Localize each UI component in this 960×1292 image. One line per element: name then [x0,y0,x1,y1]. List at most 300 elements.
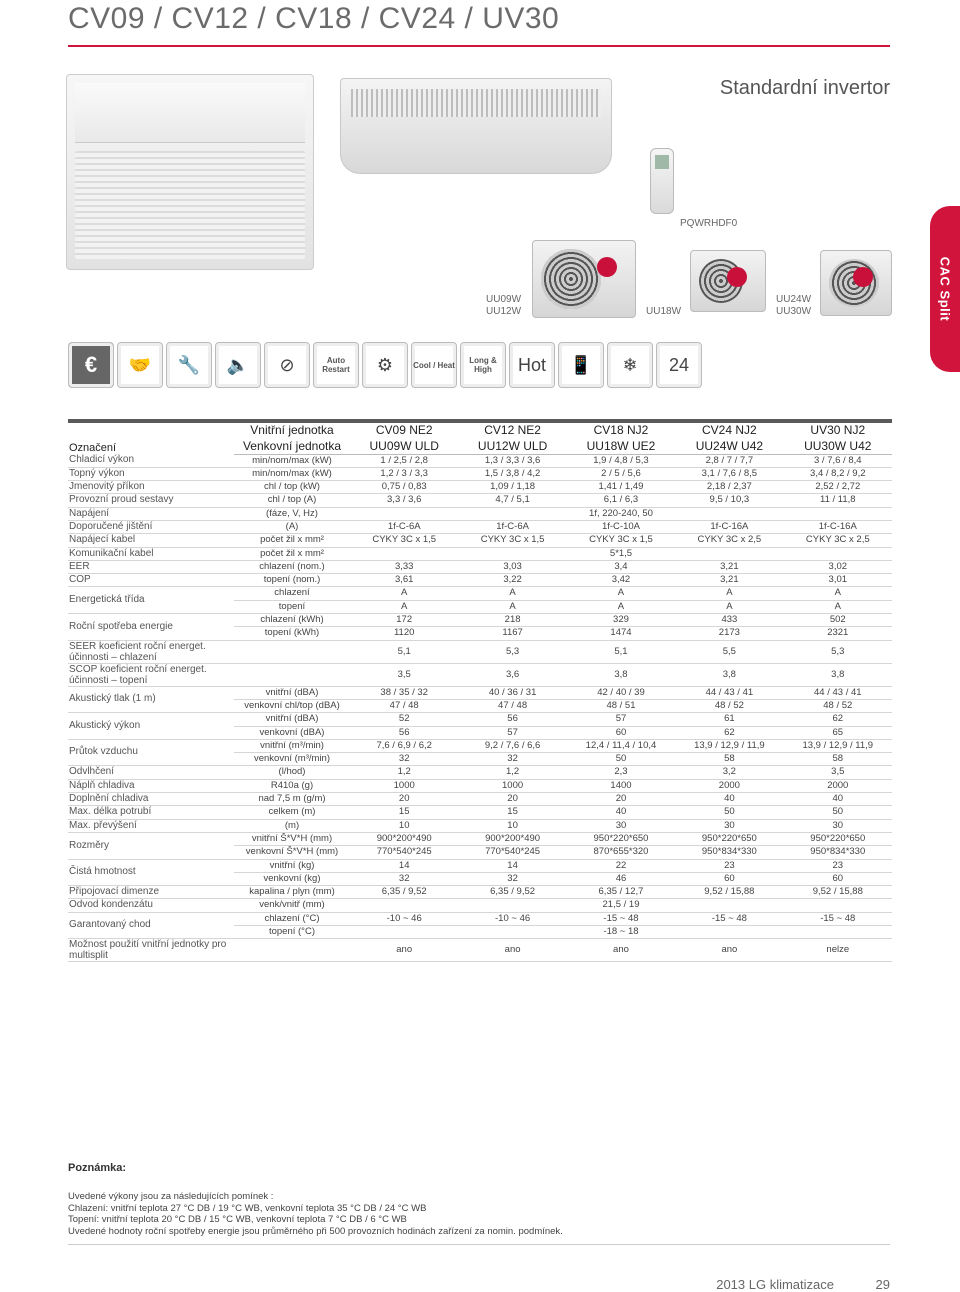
row-unit: venkovní chl/top (dBA) [234,699,350,712]
row-unit: chl / top (kW) [234,481,350,494]
outdoor-unit-medium-image [690,250,766,312]
row-value: 3,2 [675,766,783,779]
table-row [68,507,892,520]
row-value: 47 / 48 [350,699,458,712]
row-value: 20 [567,793,675,806]
row-label: Jmenovitý příkon [68,481,234,494]
row-value: 48 / 52 [784,699,892,712]
console-unit-front [75,83,305,143]
outdoor-model: UU18W UE2 [567,438,675,454]
row-value: 3,5 [350,663,458,686]
row-value: 22 [567,859,675,872]
row-value: 2321 [784,627,892,640]
row-label: Čistá hmotnost [68,859,234,886]
row-value: 1f-C-6A [350,520,458,533]
row-value: CYKY 3C x 1,5 [567,534,675,547]
row-value: 6,35 / 9,52 [350,886,458,899]
ceiling-unit-vent [351,89,601,117]
row-value: CYKY 3C x 2,5 [784,534,892,547]
row-value: 50 [567,753,675,766]
row-value: 3,61 [350,574,458,587]
row-unit: nad 7,5 m (g/m) [234,793,350,806]
row-unit: chl / top (A) [234,494,350,507]
row-unit: vnitřní (kg) [234,859,350,872]
row-unit: chlazení (°C) [234,912,350,925]
row-value: 2,52 / 2,72 [784,481,892,494]
tools-icon: 🔧 [166,342,212,388]
snowflake-thermometer-icon: ❄ [607,342,653,388]
row-unit: vnitřní (dBA) [234,713,350,726]
row-value: 3,03 [458,560,566,573]
row-value: 3,42 [567,574,675,587]
row-value: 57 [567,713,675,726]
row-value: 2,18 / 2,37 [675,481,783,494]
row-value: 1f-C-6A [458,520,566,533]
table-row [68,779,892,792]
row-value: 52 [350,713,458,726]
handshake-icon: 🤝 [117,342,163,388]
table-row [68,793,892,806]
row-value: 1400 [567,779,675,792]
remote-control-image [650,148,674,214]
table-row [68,806,892,819]
row-unit [234,640,350,663]
table-row [68,574,892,587]
table-row [68,939,892,962]
row-value: 950*220*650 [567,832,675,845]
page-number: 29 [875,1277,890,1292]
remote-label: PQWRHDF0 [680,218,738,229]
row-value: 62 [784,713,892,726]
row-value: 5*1,5 [350,547,892,560]
row-value: 40 [567,806,675,819]
row-value: 0,75 / 0,83 [350,481,458,494]
row-unit: topení (nom.) [234,574,350,587]
row-value: 60 [784,872,892,885]
row-value: 1f-C-16A [675,520,783,533]
row-label: SCOP koeficient roční energet. účinnosti – topení [68,663,234,686]
spec-table [68,419,892,962]
quiet-mode-icon: 🔈 [215,342,261,388]
row-value: 2173 [675,627,783,640]
row-value: 32 [458,872,566,885]
row-label: Max. délka potrubí [68,806,234,819]
row-value: nelze [784,939,892,962]
side-tab-label: CAC Split [937,256,953,322]
outdoor-unit-label: Venkovní jednotka [234,438,350,454]
title-divider [68,45,890,47]
indoor-model: UV30 NJ2 [784,421,892,438]
row-value: CYKY 3C x 1,5 [350,534,458,547]
row-unit: venkovní (m³/min) [234,753,350,766]
row-value: CYKY 3C x 2,5 [675,534,783,547]
table-row [68,886,892,899]
row-label: Akustický tlak (1 m) [68,686,234,713]
row-value: 30 [567,819,675,832]
row-value: 60 [675,872,783,885]
table-row [68,587,892,600]
row-value: 7,6 / 6,9 / 6,2 [350,739,458,752]
row-value: 1000 [458,779,566,792]
row-value: 900*200*490 [458,832,566,845]
table-row [68,481,892,494]
row-value: 9,52 / 15,88 [675,886,783,899]
row-value: 58 [784,753,892,766]
row-value: 20 [350,793,458,806]
row-value: 6,35 / 12,7 [567,886,675,899]
row-label: Napájení [68,507,234,520]
outdoor-model: UU09W ULD [350,438,458,454]
row-value: 15 [350,806,458,819]
indoor-unit-label: Vnitřní jednotka [234,421,350,438]
row-value: 2000 [675,779,783,792]
row-unit: chlazení (nom.) [234,560,350,573]
console-unit-image [66,74,314,270]
row-value: 1,2 [350,766,458,779]
row-value: A [675,587,783,600]
row-unit: vnitřní (dBA) [234,686,350,699]
row-unit: kapalina / plyn (mm) [234,886,350,899]
row-value: 1474 [567,627,675,640]
remote-icon: 📱 [558,342,604,388]
row-value: A [784,587,892,600]
row-value: 50 [675,806,783,819]
row-value: 10 [350,819,458,832]
row-value: 900*200*490 [350,832,458,845]
row-label: Chladicí výkon [68,454,234,467]
row-label: Max. převýšení [68,819,234,832]
row-value: 5,1 [567,640,675,663]
row-value: 23 [675,859,783,872]
row-value: 57 [458,726,566,739]
row-value: 13,9 / 12,9 / 11,9 [784,739,892,752]
row-value: 770*540*245 [350,846,458,859]
row-value: 3,4 / 8,2 / 9,2 [784,467,892,480]
row-value: 3,5 [784,766,892,779]
row-label: EER [68,560,234,573]
console-unit-grill [75,151,305,259]
row-value: 23 [784,859,892,872]
row-label: Doporučené jištění [68,520,234,533]
row-value: 58 [675,753,783,766]
row-value: 9,2 / 7,6 / 6,6 [458,739,566,752]
row-value: A [350,587,458,600]
notes-title: Poznámka: [68,1162,127,1174]
row-unit: (m) [234,819,350,832]
row-value: 2,8 / 7 / 7,7 [675,454,783,467]
row-value: 329 [567,614,675,627]
row-value: A [567,587,675,600]
row-value: 950*834*330 [675,846,783,859]
row-unit: topení (kWh) [234,627,350,640]
row-label: Garantovaný chod [68,912,234,939]
row-unit: venkovní Š*V*H (mm) [234,846,350,859]
row-unit: venkovní (kg) [234,872,350,885]
row-label: Připojovací dimenze [68,886,234,899]
row-value: 3,33 [350,560,458,573]
row-unit: (fáze, V, Hz) [234,507,350,520]
row-value: 32 [350,753,458,766]
notes [68,1191,563,1237]
row-unit: venkovní (dBA) [234,726,350,739]
row-value: 1f, 220-240, 50 [350,507,892,520]
outdoor-unit-large-image [820,250,892,316]
feature-icons [68,342,702,388]
row-value: 1,9 / 4,8 / 5,3 [567,454,675,467]
table-row [68,467,892,480]
row-value: 3,8 [567,663,675,686]
row-value: 44 / 43 / 41 [784,686,892,699]
row-value: 50 [784,806,892,819]
row-value: 9,52 / 15,88 [784,886,892,899]
row-value: 40 [675,793,783,806]
row-label: Napájecí kabel [68,534,234,547]
row-value: 1,09 / 1,18 [458,481,566,494]
note-line: Topení: vnitřní teplota 20 °C DB / 15 °C WB, venkovní teplota 7 °C DB / 6 °C WB [68,1214,407,1225]
row-value: 1167 [458,627,566,640]
row-value: 12,4 / 11,4 / 10,4 [567,739,675,752]
outdoor-unit-label-2: UU18W [646,306,682,317]
row-value: 1120 [350,627,458,640]
row-value: A [784,600,892,613]
table-row [68,766,892,779]
indoor-model: CV24 NJ2 [675,421,783,438]
row-value: A [458,587,566,600]
row-value: 1,2 / 3 / 3,3 [350,467,458,480]
row-unit: chlazení [234,587,350,600]
row-label: Náplň chladiva [68,779,234,792]
row-value: 3,1 / 7,6 / 8,5 [675,467,783,480]
row-unit: vnitřní Š*V*H (mm) [234,832,350,845]
row-value: 2 / 5 / 5,6 [567,467,675,480]
row-value: 2,3 [567,766,675,779]
row-value: 5,5 [675,640,783,663]
euro-icon: € [68,342,114,388]
outdoor-model: UU30W U42 [784,438,892,454]
row-value: 3,8 [675,663,783,686]
row-value: A [350,600,458,613]
row-value: ano [567,939,675,962]
row-unit: min/nom/max (kW) [234,454,350,467]
row-label: Provozní proud sestavy [68,494,234,507]
row-value: -15 ~ 48 [784,912,892,925]
row-value: 3,3 / 3,6 [350,494,458,507]
row-value: A [458,600,566,613]
table-row [68,859,892,872]
row-value: 56 [458,713,566,726]
table-row [68,534,892,547]
indoor-model: CV09 NE2 [350,421,458,438]
row-value: 14 [458,859,566,872]
row-value: 3,01 [784,574,892,587]
row-label: Odvlhčení [68,766,234,779]
row-label: Topný výkon [68,467,234,480]
row-unit: (l/hod) [234,766,350,779]
row-value: 38 / 35 / 32 [350,686,458,699]
row-value: 770*540*245 [458,846,566,859]
no-plug-icon: ⊘ [264,342,310,388]
row-value: 433 [675,614,783,627]
table-row [68,912,892,925]
hierarchy-icon: ⚙ [362,342,408,388]
row-value: 1f-C-16A [784,520,892,533]
table-row [68,454,892,467]
row-label: Komunikační kabel [68,547,234,560]
outdoor-model: UU12W ULD [458,438,566,454]
auto-restart-icon: Auto Restart [313,342,359,388]
row-value: A [675,600,783,613]
row-value: 3 / 7,6 / 8,4 [784,454,892,467]
page-subtitle: Standardní invertor [719,77,890,99]
row-label: Energetická třída [68,587,234,614]
row-unit: min/nom/max (kW) [234,467,350,480]
row-value: 20 [458,793,566,806]
row-value: 502 [784,614,892,627]
row-value: 60 [567,726,675,739]
row-unit: topení [234,600,350,613]
row-value: 65 [784,726,892,739]
table-row [68,520,892,533]
row-value: 950*834*330 [784,846,892,859]
row-value: 6,35 / 9,52 [458,886,566,899]
row-label: Roční spotřeba energie [68,614,234,641]
row-value: 3,8 [784,663,892,686]
outdoor-unit-label-1: UU09W UU12W [486,294,522,317]
outdoor-model: UU24W U42 [675,438,783,454]
lg-logo [853,267,873,287]
row-label: Průtok vzduchu [68,739,234,766]
row-value: 3,21 [675,560,783,573]
row-value: 40 / 36 / 31 [458,686,566,699]
long-high-icon: Long & High [460,342,506,388]
row-label: Odvod kondenzátu [68,899,234,912]
row-unit: počet žil x mm² [234,547,350,560]
row-value: 3,21 [675,574,783,587]
row-label: Doplnění chladiva [68,793,234,806]
row-label: Možnost použití vnitřní jednotky pro multisplit [68,939,234,962]
table-row [68,899,892,912]
row-value: -18 ~ 18 [350,926,892,939]
row-value: 6,1 / 6,3 [567,494,675,507]
row-label: Akustický výkon [68,713,234,740]
row-value: 42 / 40 / 39 [567,686,675,699]
table-row [68,739,892,752]
row-value: 44 / 43 / 41 [675,686,783,699]
footer-divider [68,1244,890,1245]
row-value: ano [350,939,458,962]
row-value: 48 / 52 [675,699,783,712]
row-value: 1f-C-10A [567,520,675,533]
table-row [68,614,892,627]
note-line: Uvedené výkony jsou za následujících pomínek : [68,1191,274,1202]
ceiling-unit-image [340,78,612,174]
table-row [68,494,892,507]
timer-24-icon: 24 [656,342,702,388]
indoor-model: CV18 NJ2 [567,421,675,438]
row-unit: vnitřní (m³/min) [234,739,350,752]
side-tab[interactable] [930,206,960,372]
remote-screen [655,155,669,169]
note-line: Uvedené hodnoty roční spotřeby energie jsou průměrného při 500 provozních hodinách zařízení za nomin. podmínek. [68,1225,563,1237]
row-unit: topení (°C) [234,926,350,939]
row-value: 3,02 [784,560,892,573]
row-value: 1,5 / 3,8 / 4,2 [458,467,566,480]
footer-text: 2013 LG klimatizace [716,1277,834,1292]
row-value: 14 [350,859,458,872]
designation-label: Označení [68,421,234,454]
row-value: 5,3 [458,640,566,663]
row-unit: počet žil x mm² [234,534,350,547]
row-value: 56 [350,726,458,739]
row-value: 15 [458,806,566,819]
row-unit [234,939,350,962]
outdoor-unit-label-3: UU24W UU30W [776,294,812,317]
row-value: 5,1 [350,640,458,663]
row-unit: chlazení (kWh) [234,614,350,627]
row-value: 61 [675,713,783,726]
row-unit: venk/vnitř (mm) [234,899,350,912]
row-unit: R410a (g) [234,779,350,792]
row-value: 950*220*650 [675,832,783,845]
row-value: -15 ~ 48 [567,912,675,925]
row-value: 3,22 [458,574,566,587]
row-unit: celkem (m) [234,806,350,819]
row-label: COP [68,574,234,587]
row-value: 48 / 51 [567,699,675,712]
row-value: 62 [675,726,783,739]
row-unit [234,663,350,686]
row-value: 21,5 / 19 [350,899,892,912]
lg-logo [597,257,617,277]
row-label: SEER koeficient roční energet. účinnosti – chlazení [68,640,234,663]
row-value: 3,6 [458,663,566,686]
row-value: 46 [567,872,675,885]
page-title: CV09 / CV12 / CV18 / CV24 / UV30 [68,2,560,35]
row-unit: (A) [234,520,350,533]
row-value: 218 [458,614,566,627]
row-value: ano [458,939,566,962]
table-row [68,832,892,845]
row-value: 1,41 / 1,49 [567,481,675,494]
row-value: 40 [784,793,892,806]
outdoor-unit-small-image [532,240,636,318]
row-value: 32 [458,753,566,766]
table-row [68,640,892,663]
row-value: 10 [458,819,566,832]
row-value: 1000 [350,779,458,792]
row-value: 1,2 [458,766,566,779]
row-value: 2000 [784,779,892,792]
row-value: -15 ~ 48 [675,912,783,925]
row-value: 5,3 [784,640,892,663]
hot-start-icon: Hot [509,342,555,388]
note-line: Chlazení: vnitřní teplota 27 °C DB / 19 °C WB, venkovní teplota 35 °C DB / 24 °C WB [68,1202,427,1214]
row-value: 1 / 2,5 / 2,8 [350,454,458,467]
table-row [68,560,892,573]
lg-logo [727,267,747,287]
row-value: A [567,600,675,613]
table-row [68,713,892,726]
indoor-model: CV12 NE2 [458,421,566,438]
table-row [68,819,892,832]
row-label: Rozměry [68,832,234,859]
row-value: 30 [784,819,892,832]
row-value: ano [675,939,783,962]
row-value: 30 [675,819,783,832]
row-value: 870*655*320 [567,846,675,859]
table-row [68,663,892,686]
row-value: 950*220*650 [784,832,892,845]
